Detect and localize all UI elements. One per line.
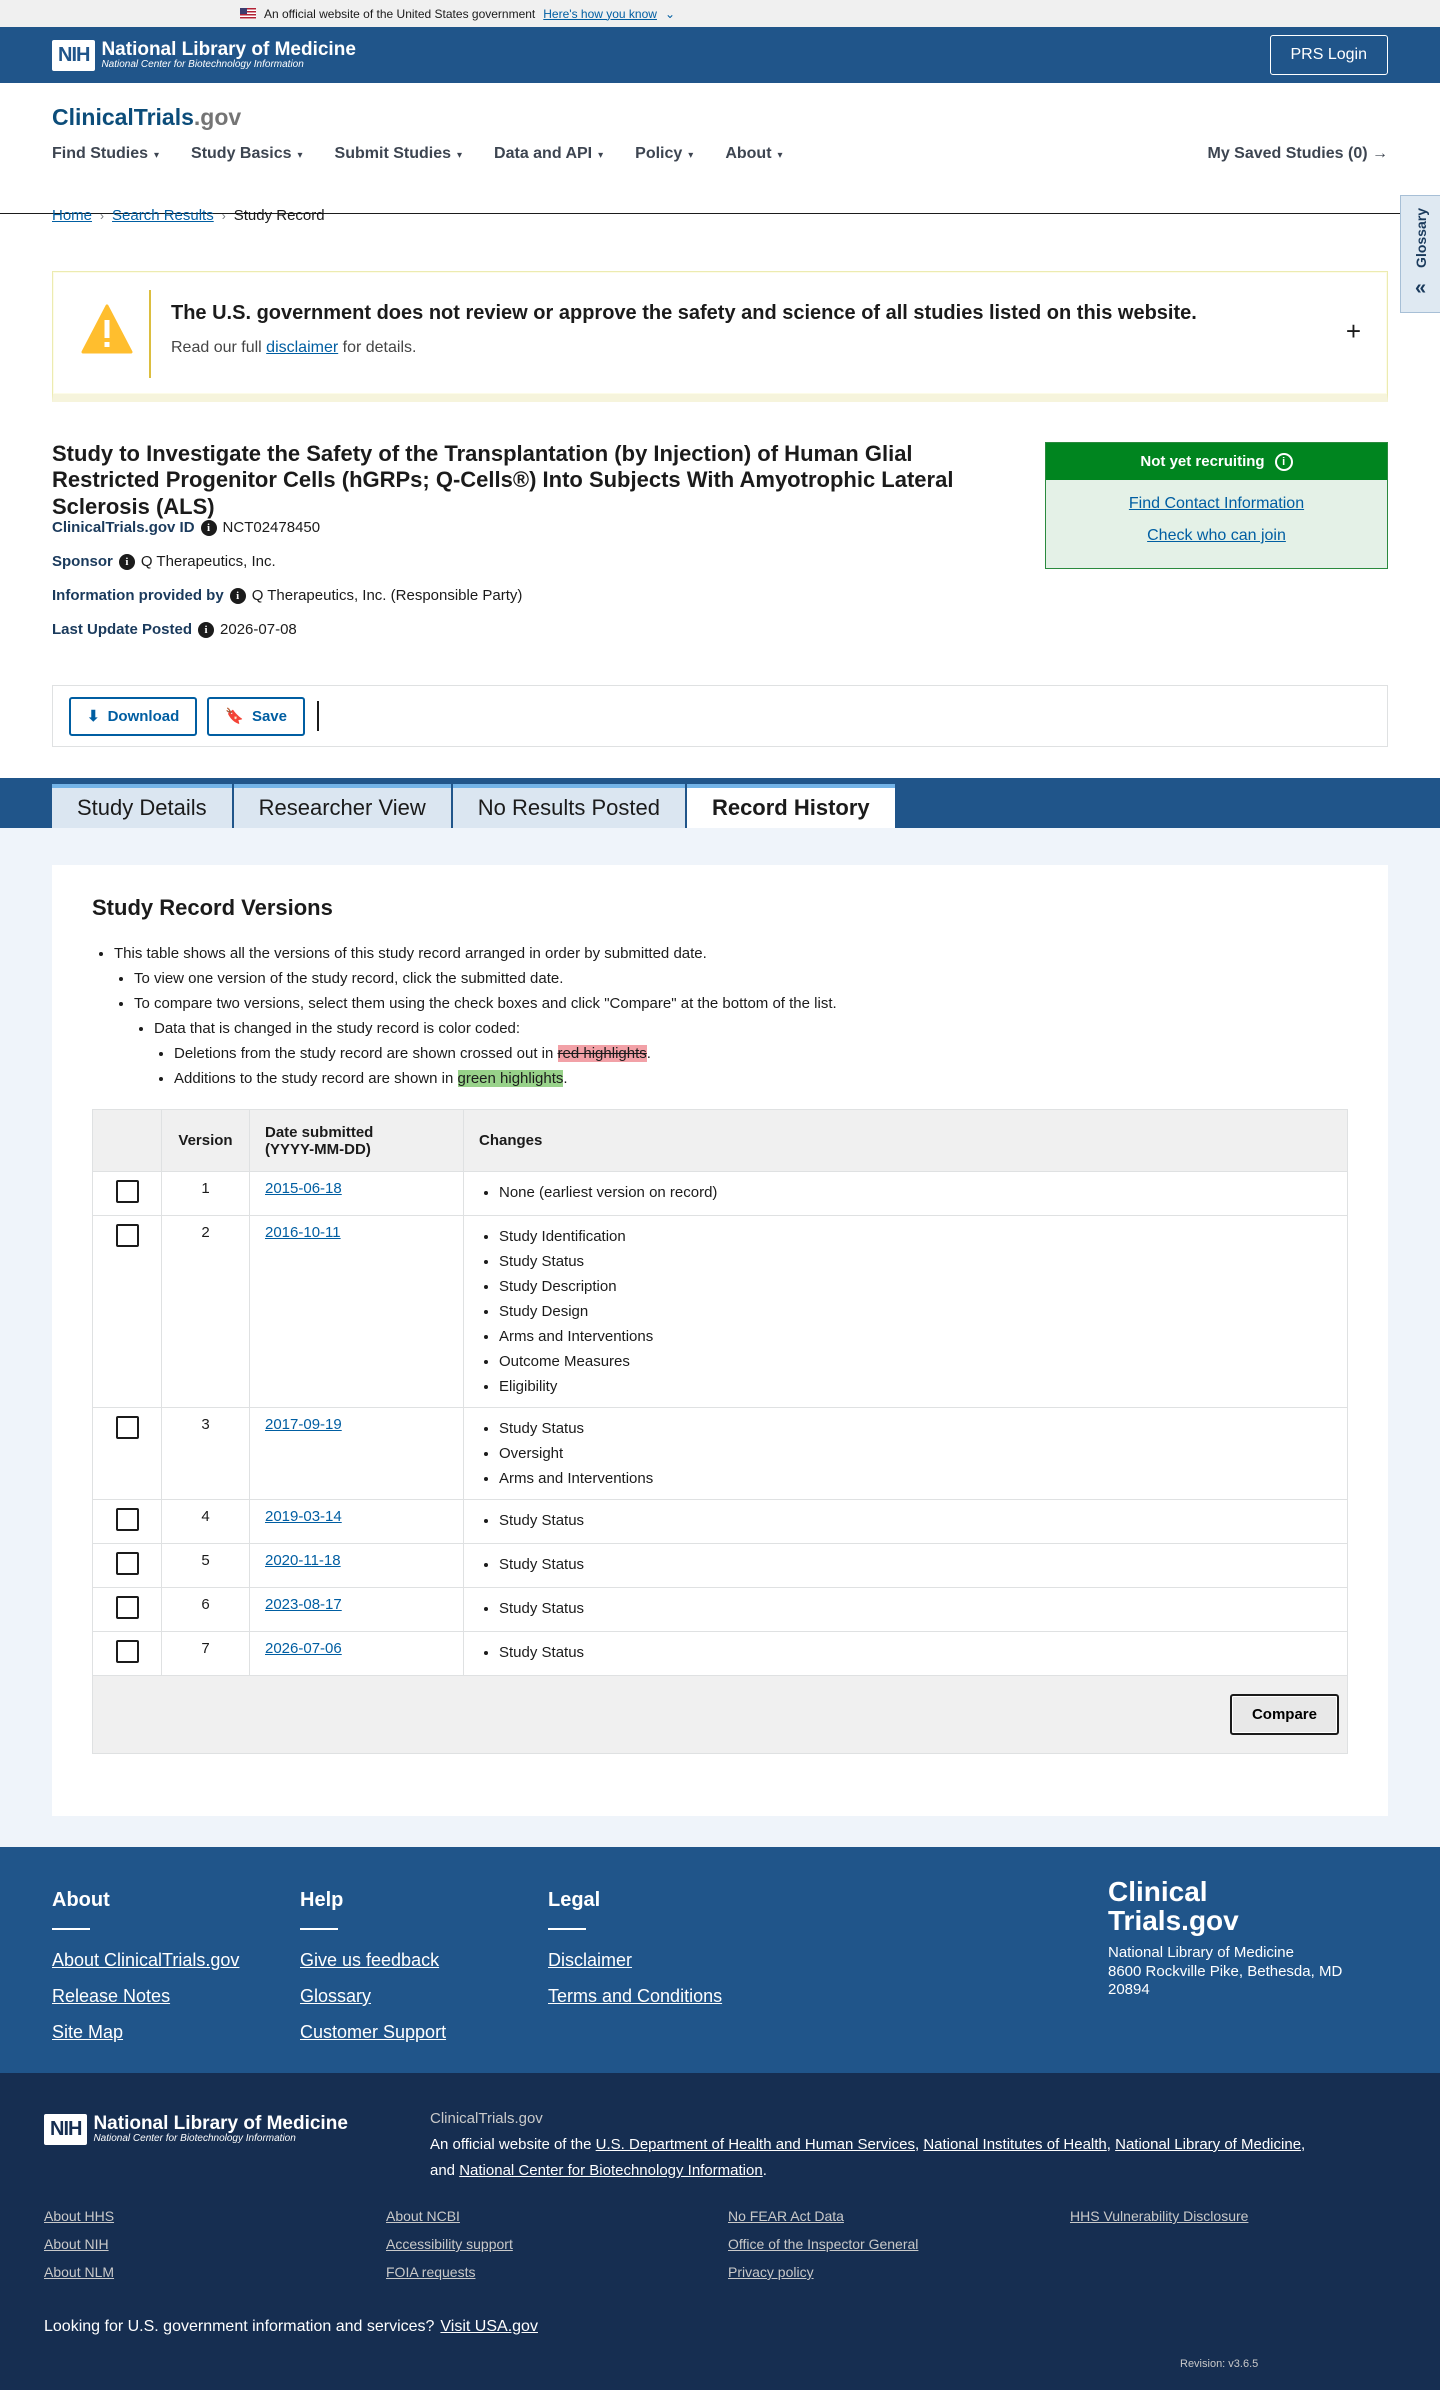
info-provided-value: Q Therapeutics, Inc. (Responsible Party): [251, 587, 523, 604]
site-header: [0, 83, 1440, 214]
table-row: [93, 1500, 1348, 1544]
check-who-can-join-link[interactable]: Check who can join: [1147, 527, 1286, 544]
footer-link[interactable]: Give us feedback: [300, 1950, 440, 1970]
info-icon[interactable]: i: [201, 520, 217, 536]
version-checkbox[interactable]: [116, 1416, 139, 1439]
tab-study-details[interactable]: Study Details: [52, 784, 232, 828]
last-update-label: Last Update Posted: [52, 621, 193, 638]
glossary-label: Glossary: [1412, 207, 1429, 268]
footer-link[interactable]: About NCBI: [386, 2208, 460, 2224]
footer-address-line: 20894: [1108, 1981, 1150, 1999]
footer-link[interactable]: Glossary: [300, 1986, 372, 2006]
footer-link[interactable]: HHS Vulnerability Disclosure: [1070, 2208, 1249, 2224]
chevron-down-icon: ▾: [688, 150, 694, 161]
change-item: • Study Identification: [499, 1224, 1332, 1249]
version-number: 1: [162, 1172, 250, 1216]
bookmark-icon: 🔖: [225, 708, 244, 725]
sponsor-row: [52, 553, 276, 570]
table-row: [93, 1408, 1348, 1500]
disclaimer-alert: [52, 271, 1388, 402]
list-item: • Data that is changed in the study record is color coded:: [154, 1016, 1348, 1041]
changes-cell: [464, 1216, 1348, 1408]
version-date-link[interactable]: 2015-06-18: [265, 1180, 342, 1197]
footer-main: [0, 1847, 1440, 2073]
change-item: • Study Design: [499, 1299, 1332, 1324]
revision-text: Revision: v3.6.5: [1180, 2358, 1259, 2370]
footer-identifier: [0, 2073, 1440, 2390]
footer-link[interactable]: FOIA requests: [386, 2264, 476, 2280]
change-item: • Eligibility: [499, 1374, 1332, 1399]
change-item: • Arms and Interventions: [499, 1466, 1332, 1491]
nih-link[interactable]: National Institutes of Health: [923, 2136, 1107, 2153]
expand-plus-icon[interactable]: +: [1345, 316, 1361, 346]
save-button[interactable]: 🔖 Save: [207, 697, 305, 736]
alert-heading: The U.S. government does not review or approve the safety and science of all studies listed on this website.: [171, 302, 1197, 324]
table-row: [93, 1172, 1348, 1216]
nlm-link[interactable]: National Library of Medicine: [1115, 2136, 1302, 2153]
list-item: • This table shows all the versions of this study record arranged in order by submitted date.: [114, 941, 1348, 966]
nlm-logo[interactable]: [52, 40, 356, 71]
footer-nlm-logo[interactable]: [44, 2114, 348, 2145]
info-icon[interactable]: i: [1275, 453, 1293, 471]
prs-login-button[interactable]: PRS Login: [1270, 35, 1389, 75]
nlm-subtitle: National Center for Biotechnology Information: [101, 58, 304, 70]
select-cell: [93, 1172, 162, 1216]
footer-about-title: About: [52, 1889, 110, 1911]
usa-text: Looking for U.S. government information and services?: [44, 2318, 435, 2335]
footer-logo[interactable]: Clinical Trials.gov: [1108, 1876, 1239, 1937]
tab-researcher-view[interactable]: Researcher View: [234, 784, 451, 828]
date-cell: [250, 1216, 464, 1408]
version-number: 7: [162, 1632, 250, 1676]
version-date-link[interactable]: 2026-07-06: [265, 1640, 342, 1657]
record-history-panel: [52, 865, 1388, 1816]
main-nav: [52, 145, 783, 163]
change-item: • Outcome Measures: [499, 1349, 1332, 1374]
version-date-link[interactable]: 2016-10-11: [265, 1224, 341, 1241]
footer-legal-col: [548, 1889, 722, 2022]
tab-record-history[interactable]: Record History: [687, 784, 895, 828]
change-item: • Study Description: [499, 1274, 1332, 1299]
version-number: 4: [162, 1500, 250, 1544]
footer-nlm-subtitle: National Center for Biotechnology Information: [93, 2133, 296, 2145]
usa-gov-link[interactable]: Visit USA.gov: [440, 2318, 538, 2335]
date-cell: [250, 1408, 464, 1500]
select-cell: [93, 1216, 162, 1408]
compare-button[interactable]: Compare: [1230, 1694, 1339, 1735]
nav-about[interactable]: About ▾: [725, 145, 783, 162]
change-item: • Arms and Interventions: [499, 1324, 1332, 1349]
study-tabs: [52, 784, 895, 828]
find-contact-link[interactable]: Find Contact Information: [1128, 495, 1305, 512]
footer-legal-title: Legal: [548, 1889, 601, 1911]
table-header-row: [93, 1110, 1348, 1172]
footer-link[interactable]: Site Map: [52, 2022, 124, 2042]
list-item: • Deletions from the study record are shown crossed out in red highlights.: [174, 1041, 1348, 1066]
version-date-link[interactable]: 2023-08-17: [265, 1596, 342, 1613]
date-cell: [250, 1544, 464, 1588]
study-toolbar: [52, 685, 1388, 747]
footer-help-col: [300, 1889, 446, 2058]
list-item: • To compare two versions, select them using the check boxes and click "Compare" at the bottom of the list.: [134, 991, 1348, 1016]
version-checkbox[interactable]: [116, 1640, 139, 1663]
chevron-down-icon: ▾: [777, 150, 783, 161]
alert-text: Read our full disclaimer for details.: [171, 339, 417, 356]
nlm-header-bar: [0, 27, 1440, 83]
how-you-know-link[interactable]: Here's how you know: [543, 6, 657, 21]
changes-cell: [464, 1500, 1348, 1544]
version-checkbox[interactable]: [116, 1596, 139, 1619]
nih-logo-icon: NIH: [52, 40, 95, 71]
nav-study-basics[interactable]: Study Basics ▾: [191, 145, 303, 162]
footer-about-col: [52, 1889, 239, 2058]
version-checkbox[interactable]: [116, 1508, 139, 1531]
version-date-link[interactable]: 2019-03-14: [265, 1508, 342, 1525]
logo-main: ClinicalTrials: [52, 104, 194, 130]
footer-link[interactable]: About HHS: [44, 2208, 115, 2224]
chevron-down-icon: ▾: [598, 150, 604, 161]
footer-link[interactable]: Disclaimer: [548, 1950, 633, 1970]
version-number: 5: [162, 1544, 250, 1588]
changes-cell: [464, 1588, 1348, 1632]
change-item: • Study Status: [499, 1249, 1332, 1274]
nih-logo-icon: NIH: [44, 2114, 87, 2145]
table-row: [93, 1544, 1348, 1588]
chevron-down-icon: ⌄: [664, 6, 676, 21]
tab-no-results[interactable]: No Results Posted: [453, 784, 685, 828]
table-row: [93, 1632, 1348, 1676]
changes-cell: [464, 1544, 1348, 1588]
footer-brand: [1108, 1877, 1342, 2000]
gov-banner-text: An official website of the United States government: [264, 6, 536, 21]
footer-link[interactable]: Accessibility support: [386, 2236, 513, 2252]
footer-official-text: ClinicalTrials.gov An official website of the U.S. Department of Health and Human Services, National Institutes of Health, National Library of Medicine, and National Center for Biotechnology Information.: [430, 2106, 1360, 2184]
changes-cell: [464, 1172, 1348, 1216]
change-item: • Study Status: [499, 1552, 1332, 1577]
last-update-value: 2026-07-08: [220, 621, 297, 638]
usa-gov-row: [44, 2318, 538, 2336]
change-item: • None (earliest version on record): [499, 1180, 1332, 1205]
us-flag-icon: [240, 8, 256, 19]
footer-link[interactable]: Office of the Inspector General: [728, 2236, 919, 2252]
select-cell: [93, 1408, 162, 1500]
hhs-link[interactable]: U.S. Department of Health and Human Services: [595, 2136, 915, 2153]
chevron-down-icon: ▾: [457, 150, 463, 161]
footer-link[interactable]: About NIH: [44, 2236, 109, 2252]
ncbi-link[interactable]: National Center for Biotechnology Information: [459, 2162, 763, 2179]
nlm-title: National Library of Medicine: [101, 38, 356, 60]
sponsor-value: Q Therapeutics, Inc.: [140, 553, 276, 570]
versions-table: [92, 1109, 1348, 1754]
site-logo[interactable]: [52, 104, 241, 131]
select-cell: [93, 1588, 162, 1632]
chevron-right-icon: ›: [100, 208, 105, 223]
download-icon: ⬇: [87, 708, 100, 725]
status-label: Not yet recruiting: [1140, 453, 1265, 470]
study-id-row: [52, 519, 320, 536]
footer-link[interactable]: No FEAR Act Data: [728, 2208, 844, 2224]
version-checkbox[interactable]: [116, 1552, 139, 1575]
version-date-link[interactable]: 2017-09-19: [265, 1416, 342, 1433]
disclaimer-link[interactable]: disclaimer: [266, 339, 339, 356]
breadcrumb: [52, 207, 325, 224]
breadcrumb-search-results[interactable]: Search Results: [112, 207, 214, 224]
instructions-list: [114, 941, 1348, 1091]
chevron-down-icon: ▾: [154, 150, 160, 161]
sponsor-label: Sponsor: [52, 553, 113, 570]
recruitment-status-box: [1045, 442, 1388, 569]
date-cell: [250, 1500, 464, 1544]
list-item: • To view one version of the study record, click the submitted date.: [134, 966, 1348, 991]
saved-studies-link[interactable]: My Saved Studies (0) →: [1207, 145, 1388, 162]
version-number: 6: [162, 1588, 250, 1632]
arrow-right-icon: →: [1367, 145, 1388, 162]
version-checkbox[interactable]: [116, 1180, 139, 1203]
info-provided-row: [52, 587, 522, 604]
study-id-label: ClinicalTrials.gov ID: [52, 519, 195, 536]
table-row: [93, 1588, 1348, 1632]
nav-policy[interactable]: Policy ▾: [635, 145, 694, 162]
chevron-down-icon: ▾: [297, 150, 303, 161]
versions-heading: Study Record Versions: [92, 895, 333, 920]
download-button[interactable]: ⬇ Download: [69, 697, 197, 736]
change-item: • Study Status: [499, 1640, 1332, 1665]
alert-divider: [149, 290, 151, 378]
footer-link[interactable]: Release Notes: [52, 1986, 171, 2006]
footer-address-line: National Library of Medicine: [1108, 1943, 1294, 1961]
date-cell: [250, 1588, 464, 1632]
red-highlight-sample: red highlights: [557, 1045, 647, 1062]
select-cell: [93, 1544, 162, 1588]
footer-site-name: ClinicalTrials.gov: [430, 2110, 543, 2127]
date-cell: [250, 1632, 464, 1676]
nav-data-api[interactable]: Data and API ▾: [494, 145, 604, 162]
study-id: NCT02478450: [222, 519, 321, 536]
change-item: • Oversight: [499, 1441, 1332, 1466]
info-icon[interactable]: i: [119, 554, 135, 570]
info-icon[interactable]: i: [230, 588, 246, 604]
info-icon[interactable]: i: [198, 622, 214, 638]
warning-icon: [81, 304, 133, 354]
changes-cell: [464, 1408, 1348, 1500]
changes-cell: [464, 1632, 1348, 1676]
footer-secondary-links: [44, 2207, 1414, 2281]
footer-link[interactable]: Customer Support: [300, 2022, 447, 2042]
footer-nlm-title: National Library of Medicine: [93, 2113, 348, 2135]
gov-banner: [0, 0, 1440, 27]
change-item: • Study Status: [499, 1508, 1332, 1533]
footer-link[interactable]: About ClinicalTrials.gov: [52, 1950, 240, 1970]
nav-find-studies[interactable]: Find Studies ▾: [52, 145, 160, 162]
col-changes: Changes: [464, 1110, 1348, 1172]
footer-help-title: Help: [300, 1889, 344, 1911]
table-row: [93, 1216, 1348, 1408]
logo-gov: .gov: [193, 104, 242, 130]
version-number: 3: [162, 1408, 250, 1500]
select-cell: [93, 1500, 162, 1544]
info-provided-label: Information provided by: [52, 587, 224, 604]
version-checkbox[interactable]: [116, 1224, 139, 1247]
version-number: 2: [162, 1216, 250, 1408]
change-item: • Study Status: [499, 1596, 1332, 1621]
col-select: [93, 1110, 162, 1172]
status-header: [1046, 443, 1387, 480]
green-highlight-sample: green highlights: [457, 1070, 564, 1087]
chevron-right-icon: ›: [221, 208, 226, 223]
breadcrumb-home[interactable]: Home: [52, 207, 93, 224]
footer-address-line: 8600 Rockville Pike, Bethesda, MD: [1108, 1962, 1343, 1980]
double-chevron-left-icon: «: [1414, 277, 1427, 300]
breadcrumb-current: Study Record: [233, 207, 325, 224]
footer-link[interactable]: About NLM: [44, 2264, 115, 2280]
col-version: Version: [162, 1110, 250, 1172]
footer-link[interactable]: Privacy policy: [728, 2264, 814, 2280]
col-date: Date submitted (YYYY-MM-DD): [250, 1110, 464, 1172]
study-title: Study to Investigate the Safety of the Transplantation (by Injection) of Human Glial Restricted Progenitor Cells (hGRPs; Q-Cells®) Into Subjects With Amyotrophic Lateral Sclerosis (ALS): [52, 441, 954, 519]
table-footer-row: [93, 1676, 1348, 1754]
toolbar-separator: [317, 701, 319, 731]
list-item: • Additions to the study record are shown in green highlights.: [174, 1066, 1348, 1091]
date-cell: [250, 1172, 464, 1216]
last-update-row: [52, 621, 297, 638]
version-date-link[interactable]: 2020-11-18: [265, 1552, 341, 1569]
select-cell: [93, 1632, 162, 1676]
glossary-tab[interactable]: [1400, 195, 1440, 313]
footer-link[interactable]: Terms and Conditions: [548, 1986, 723, 2006]
change-item: • Study Status: [499, 1416, 1332, 1441]
nav-submit-studies[interactable]: Submit Studies ▾: [334, 145, 463, 162]
